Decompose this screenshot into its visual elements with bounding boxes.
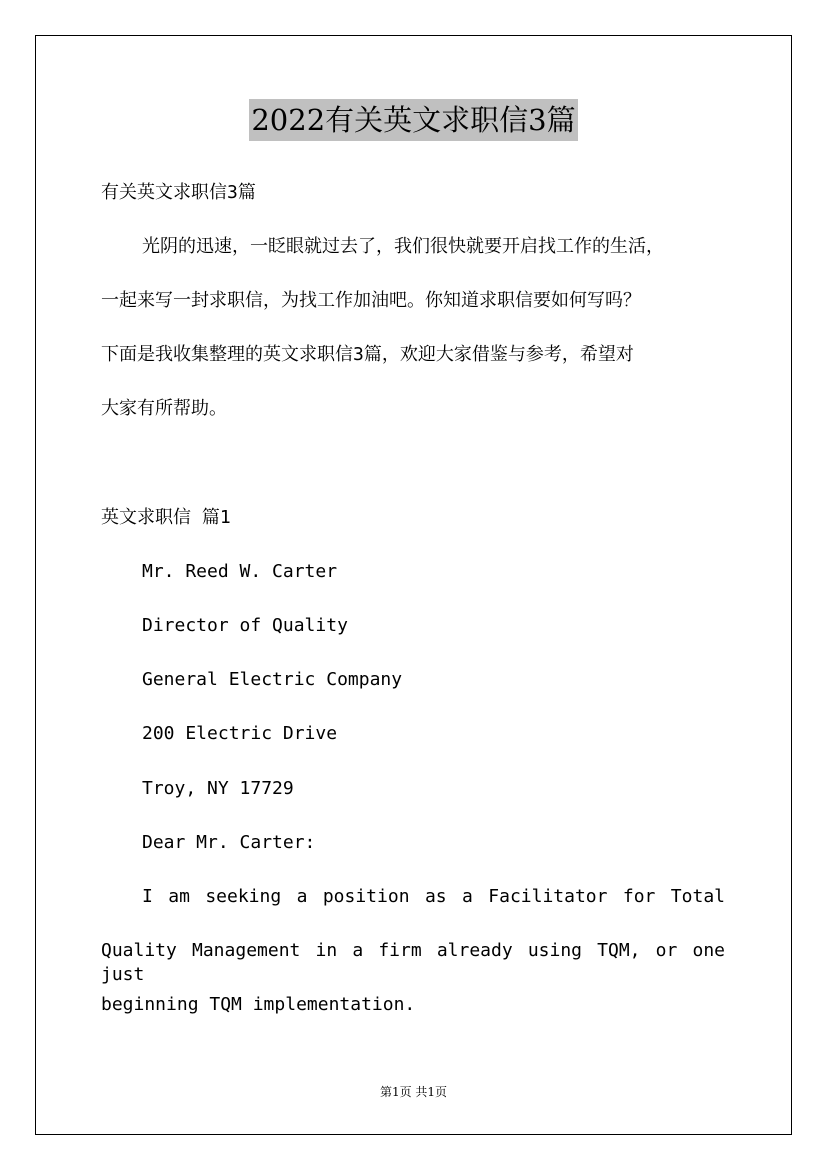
salutation: Dear Mr. Carter: [142, 832, 316, 853]
page-footer: 第1页 共1页 [379, 1085, 448, 1099]
address-line: Troy, NY 17729 [142, 778, 294, 799]
body-line: beginning TQM implementation. [101, 994, 416, 1015]
address-line: General Electric Company [142, 669, 403, 690]
body-line: Quality Management in a firm already using TQM, or one just [101, 940, 725, 985]
document-subtitle: 有关英文求职信3篇 [101, 182, 256, 203]
intro-line: 下面是我收集整理的英文求职信3篇，欢迎大家借鉴与参考，希望对 [101, 344, 634, 365]
intro-line: 光阴的迅速，一眨眼就过去了，我们很快就要开启找工作的生活， [142, 236, 664, 257]
title-container [0, 99, 827, 141]
document-title: 2022有关英文求职信3篇 [249, 99, 577, 141]
intro-line: 大家有所帮助。 [101, 398, 227, 419]
address-line: Director of Quality [142, 615, 348, 636]
intro-line: 一起来写一封求职信，为找工作加油吧。你知道求职信要如何写吗？ [101, 290, 641, 311]
section-heading: 英文求职信 篇1 [101, 507, 231, 528]
address-line: Mr. Reed W. Carter [142, 561, 338, 582]
body-line: I am seeking a position as a Facilitator for Total [142, 886, 725, 907]
address-line: 200 Electric Drive [142, 723, 338, 744]
